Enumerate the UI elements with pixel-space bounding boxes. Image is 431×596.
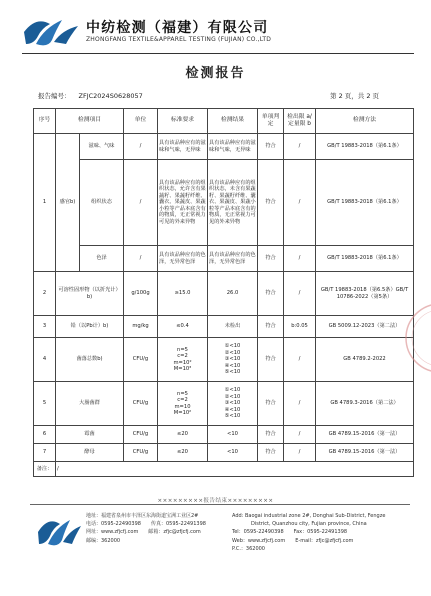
footer-zip-cn: 邮编：362000	[86, 537, 121, 544]
row-item: 菌落总数b)	[56, 338, 124, 382]
row-item: 铅（以Pb计）b)	[56, 316, 124, 338]
row-unit: CFU/g	[124, 426, 158, 444]
company-logo-icon	[22, 14, 80, 50]
report-number-label: 报告编号：	[38, 92, 71, 100]
row-no: 7	[34, 444, 56, 462]
row-limit: /	[284, 246, 316, 272]
row-unit: CFU/g	[124, 382, 158, 426]
row-unit: mg/kg	[124, 316, 158, 338]
footer-en	[232, 512, 385, 553]
col-header-method: 检测方法	[316, 109, 414, 134]
footer-address-cn: 地址：福建省泉州市丰泽区东海街道宝洲工业区2#	[86, 513, 199, 519]
table-note-row	[34, 462, 414, 477]
footer-logo-icon	[36, 512, 82, 552]
row-requirement: ≤20	[158, 426, 208, 444]
row-requirement: 具有该品种应有的滋味和气味，无异味	[158, 134, 208, 160]
row-item: 霉菌	[56, 426, 124, 444]
row-requirement: n=5 c=2 m=10² M=10³	[158, 338, 208, 382]
row-limit: b:0.05	[284, 316, 316, 338]
table-row	[34, 246, 414, 272]
footer-address-en-2: District, Quanzhou city, Fujian province, China	[251, 521, 367, 528]
table-header-row	[34, 109, 414, 134]
col-header-unit: 单位	[124, 109, 158, 134]
official-seal-icon	[400, 298, 431, 378]
row-result: <10	[208, 426, 258, 444]
footer-web-en: Web：www.zfjcfj.com E-mail：zfjc@zfjcfj.com	[232, 537, 354, 544]
row-result: 具有该品种应有的滋味和气味，无异味	[208, 134, 258, 160]
row-method: GB/T 19883-2018（第6.5条）GB/T 10786-2022（第5条）	[316, 272, 414, 316]
row-judgement: 符合	[258, 246, 284, 272]
col-header-judgement: 单项判定	[258, 109, 284, 134]
row-judgement: 符合	[258, 272, 284, 316]
row-method: GB/T 19883-2018（第6.1条）	[316, 246, 414, 272]
table-row	[34, 444, 414, 462]
row-result: 具有该品种应有的组织状态，未含有果蔬籽、果蔬籽纤维、囊衣、果蔬皮、果蔬小粒等产品本底含有的物质，无正常视力可见的外来异物	[208, 160, 258, 246]
row-item: 大肠菌群	[56, 382, 124, 426]
row-item: 组织状态	[80, 160, 124, 246]
row-limit: /	[284, 382, 316, 426]
row-item: 色泽	[80, 246, 124, 272]
report-number-value: ZFJC2024S0628057	[78, 92, 143, 100]
row-no: 5	[34, 382, 56, 426]
row-limit: /	[284, 444, 316, 462]
row-unit: /	[124, 160, 158, 246]
row-requirement: ≥15.0	[158, 272, 208, 316]
row-limit: /	[284, 272, 316, 316]
row-unit: CFU/g	[124, 444, 158, 462]
row-method: GB 4789.2-2022	[316, 338, 414, 382]
report-title: 检测报告	[185, 66, 246, 81]
row-result: ①<10 ②<10 ③<10 ④<10 ⑤<10	[208, 338, 258, 382]
report-number	[38, 91, 143, 100]
footer-phone-en: Tel：0595-22490398 Fax：0595-22491398	[232, 529, 348, 536]
table-row	[34, 272, 414, 316]
col-header-no: 序号	[34, 109, 56, 134]
row-no: 4	[34, 338, 56, 382]
footer-cn	[86, 512, 206, 545]
report-end-marker: ×××××××××报告结束×××××××××	[157, 498, 274, 504]
col-header-requirement: 标准要求	[158, 109, 208, 134]
row-unit: /	[124, 246, 158, 272]
row-unit: /	[124, 134, 158, 160]
table-row	[34, 134, 414, 160]
footer-phone-cn: 电话：0595-22490398 传真：0595-22491398	[86, 521, 206, 528]
row-method: GB 4789.15-2016（第一法）	[316, 444, 414, 462]
row-no: 2	[34, 272, 56, 316]
row-result: 具有该品种应有的色泽，无异常色泽	[208, 246, 258, 272]
row-method: GB/T 19883-2018（第6.1条）	[316, 134, 414, 160]
row-judgement: 符合	[258, 444, 284, 462]
table-row	[34, 316, 414, 338]
row-method: GB 5009.12-2023（第二法）	[316, 316, 414, 338]
table-row	[34, 338, 414, 382]
row-result: ①<10 ②<10 ③<10 ④<10 ⑤<10	[208, 382, 258, 426]
note-label: 备注：	[34, 462, 56, 477]
footer-address-en-1: Add: Baogai industrial zone 2#, Donghai Sub-District, Fengze	[232, 513, 386, 519]
row-judgement: 符合	[258, 134, 284, 160]
row-limit: /	[284, 338, 316, 382]
company-name-cn: 中纺检测（福建）有限公司	[86, 20, 269, 36]
results-table	[33, 108, 414, 477]
row-judgement: 符合	[258, 316, 284, 338]
row-result: 26.0	[208, 272, 258, 316]
row-judgement: 符合	[258, 160, 284, 246]
row-group: 感官b)	[56, 134, 80, 272]
row-item: 酵母	[56, 444, 124, 462]
row-item: 可溶性固形物（以折光计）b)	[56, 272, 124, 316]
row-method: GB 4789.3-2016（第二法）	[316, 382, 414, 426]
row-judgement: 符合	[258, 382, 284, 426]
row-limit: /	[284, 426, 316, 444]
company-name-en: ZHONGFANG TEXTILE&APPAREL TESTING (FUJIAN) CO.,LTD	[86, 36, 272, 43]
footer-divider	[30, 504, 410, 505]
row-requirement: n=5 c=2 m=10 M=10²	[158, 382, 208, 426]
report-header	[22, 14, 422, 50]
row-result: 未检出	[208, 316, 258, 338]
table-row	[34, 426, 414, 444]
table-row	[34, 160, 414, 246]
row-unit: CFU/g	[124, 338, 158, 382]
row-limit: /	[284, 134, 316, 160]
footer-zip-en: P.C.：362000	[232, 545, 265, 552]
row-requirement: ≤0.4	[158, 316, 208, 338]
table-row	[34, 382, 414, 426]
row-result: <10	[208, 444, 258, 462]
note-value: /	[56, 462, 414, 477]
col-header-item: 检测项目	[56, 109, 124, 134]
row-method: GB/T 19883-2018（第6.1条）	[316, 160, 414, 246]
row-requirement: ≤20	[158, 444, 208, 462]
col-header-result: 检测结果	[208, 109, 258, 134]
footer-web-cn: 网址：www.zfjcfj.com 邮箱：zfjc@zfjcfj.com	[86, 529, 201, 536]
col-header-limit: 检出限 a/定量限 b	[284, 109, 316, 134]
row-no: 1	[34, 134, 56, 272]
page-indicator: 第 2 页，共 2 页	[330, 92, 380, 100]
row-method: GB 4789.15-2016（第一法）	[316, 426, 414, 444]
header-divider	[22, 53, 414, 54]
row-unit: g/100g	[124, 272, 158, 316]
row-item: 滋味、气味	[80, 134, 124, 160]
row-judgement: 符合	[258, 426, 284, 444]
row-judgement: 符合	[258, 338, 284, 382]
row-requirement: 具有该品种应有的组织状态，允许含有果蔬籽、果蔬籽纤维、囊衣、果蔬皮、果蔬小粒等产品本底含有的物质，无正常视力可见的外来异物	[158, 160, 208, 246]
row-limit: /	[284, 160, 316, 246]
row-no: 6	[34, 426, 56, 444]
row-no: 3	[34, 316, 56, 338]
row-requirement: 具有该品种应有的色泽，无异常色泽	[158, 246, 208, 272]
